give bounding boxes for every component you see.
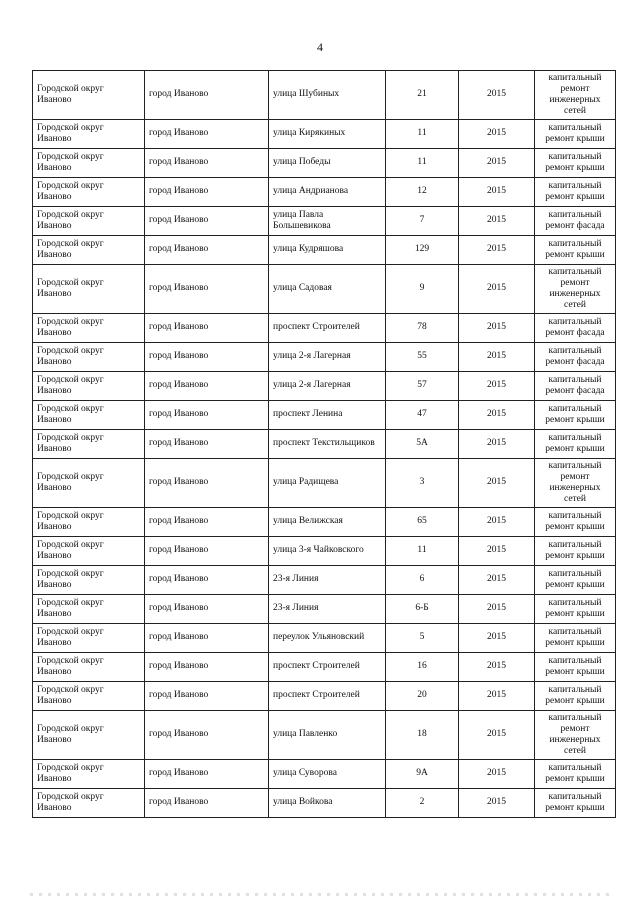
municipality-cell: Городской округ Иваново <box>33 508 145 537</box>
settlement-cell: город Иваново <box>145 236 269 265</box>
table-row <box>33 120 616 149</box>
year-cell: 2015 <box>459 459 535 508</box>
house-number-cell: 16 <box>386 653 459 682</box>
table-row <box>33 653 616 682</box>
work-type-cell: капитальный ремонт крыши <box>535 595 616 624</box>
year-cell: 2015 <box>459 178 535 207</box>
work-type-cell: капитальный ремонт крыши <box>535 430 616 459</box>
settlement-cell: город Иваново <box>145 120 269 149</box>
municipality-cell: Городской округ Иваново <box>33 314 145 343</box>
settlement-cell: город Иваново <box>145 789 269 818</box>
year-cell: 2015 <box>459 624 535 653</box>
work-type-cell: капитальный ремонт инженерных сетей <box>535 459 616 508</box>
settlement-cell: город Иваново <box>145 508 269 537</box>
work-type-cell: капитальный ремонт фасада <box>535 343 616 372</box>
table-row <box>33 178 616 207</box>
year-cell: 2015 <box>459 314 535 343</box>
settlement-cell: город Иваново <box>145 207 269 236</box>
year-cell: 2015 <box>459 682 535 711</box>
table-row <box>33 149 616 178</box>
page-number: 4 <box>317 40 323 54</box>
settlement-cell: город Иваново <box>145 537 269 566</box>
table-row <box>33 566 616 595</box>
work-type-cell: капитальный ремонт фасада <box>535 314 616 343</box>
year-cell: 2015 <box>459 236 535 265</box>
municipality-cell: Городской округ Иваново <box>33 624 145 653</box>
house-number-cell: 5 <box>386 624 459 653</box>
settlement-cell: город Иваново <box>145 343 269 372</box>
house-number-cell: 7 <box>386 207 459 236</box>
year-cell: 2015 <box>459 789 535 818</box>
table-row <box>33 372 616 401</box>
house-number-cell: 21 <box>386 71 459 120</box>
year-cell: 2015 <box>459 265 535 314</box>
settlement-cell: город Иваново <box>145 401 269 430</box>
table-row <box>33 595 616 624</box>
year-cell: 2015 <box>459 653 535 682</box>
work-type-cell: капитальный ремонт крыши <box>535 624 616 653</box>
street-cell: улица Садовая <box>269 265 386 314</box>
municipality-cell: Городской округ Иваново <box>33 120 145 149</box>
table-row <box>33 760 616 789</box>
street-cell: 23-я Линия <box>269 595 386 624</box>
municipality-cell: Городской округ Иваново <box>33 401 145 430</box>
settlement-cell: город Иваново <box>145 430 269 459</box>
house-number-cell: 6 <box>386 566 459 595</box>
table-row <box>33 343 616 372</box>
house-number-cell: 12 <box>386 178 459 207</box>
settlement-cell: город Иваново <box>145 566 269 595</box>
work-type-cell: капитальный ремонт крыши <box>535 120 616 149</box>
table-row <box>33 430 616 459</box>
work-type-cell: капитальный ремонт крыши <box>535 682 616 711</box>
year-cell: 2015 <box>459 372 535 401</box>
house-number-cell: 20 <box>386 682 459 711</box>
work-type-cell: капитальный ремонт крыши <box>535 236 616 265</box>
settlement-cell: город Иваново <box>145 71 269 120</box>
municipality-cell: Городской округ Иваново <box>33 566 145 595</box>
year-cell: 2015 <box>459 537 535 566</box>
street-cell: улица 2-я Лагерная <box>269 372 386 401</box>
table-row <box>33 401 616 430</box>
work-type-cell: капитальный ремонт инженерных сетей <box>535 265 616 314</box>
house-number-cell: 18 <box>386 711 459 760</box>
street-cell: улица Суворова <box>269 760 386 789</box>
work-type-cell: капитальный ремонт крыши <box>535 653 616 682</box>
house-number-cell: 55 <box>386 343 459 372</box>
street-cell: улица Велижская <box>269 508 386 537</box>
street-cell: переулок Ульяновский <box>269 624 386 653</box>
municipality-cell: Городской округ Иваново <box>33 760 145 789</box>
work-type-cell: капитальный ремонт крыши <box>535 760 616 789</box>
table-row <box>33 537 616 566</box>
work-type-cell: капитальный ремонт крыши <box>535 178 616 207</box>
house-number-cell: 3 <box>386 459 459 508</box>
year-cell: 2015 <box>459 508 535 537</box>
year-cell: 2015 <box>459 120 535 149</box>
work-type-cell: капитальный ремонт инженерных сетей <box>535 71 616 120</box>
table-row <box>33 71 616 120</box>
work-type-cell: капитальный ремонт крыши <box>535 149 616 178</box>
work-type-cell: капитальный ремонт крыши <box>535 401 616 430</box>
municipality-cell: Городской округ Иваново <box>33 653 145 682</box>
house-number-cell: 129 <box>386 236 459 265</box>
table-row <box>33 682 616 711</box>
table-row <box>33 314 616 343</box>
table-row <box>33 459 616 508</box>
year-cell: 2015 <box>459 207 535 236</box>
table-row <box>33 624 616 653</box>
scan-noise-line <box>30 893 615 896</box>
settlement-cell: город Иваново <box>145 178 269 207</box>
table-row <box>33 508 616 537</box>
street-cell: улица Павла Большевикова <box>269 207 386 236</box>
street-cell: улица Андрианова <box>269 178 386 207</box>
municipality-cell: Городской округ Иваново <box>33 149 145 178</box>
house-number-cell: 11 <box>386 120 459 149</box>
municipality-cell: Городской округ Иваново <box>33 459 145 508</box>
repair-register-table <box>32 70 616 818</box>
municipality-cell: Городской округ Иваново <box>33 430 145 459</box>
year-cell: 2015 <box>459 343 535 372</box>
street-cell: улица 2-я Лагерная <box>269 343 386 372</box>
year-cell: 2015 <box>459 566 535 595</box>
table-row <box>33 236 616 265</box>
table-row <box>33 207 616 236</box>
settlement-cell: город Иваново <box>145 624 269 653</box>
year-cell: 2015 <box>459 760 535 789</box>
year-cell: 2015 <box>459 711 535 760</box>
house-number-cell: 11 <box>386 149 459 178</box>
street-cell: проспект Ленина <box>269 401 386 430</box>
year-cell: 2015 <box>459 71 535 120</box>
street-cell: улица Радищева <box>269 459 386 508</box>
street-cell: улица Павленко <box>269 711 386 760</box>
work-type-cell: капитальный ремонт крыши <box>535 566 616 595</box>
work-type-cell: капитальный ремонт крыши <box>535 789 616 818</box>
street-cell: проспект Текстильщиков <box>269 430 386 459</box>
settlement-cell: город Иваново <box>145 149 269 178</box>
settlement-cell: город Иваново <box>145 314 269 343</box>
house-number-cell: 47 <box>386 401 459 430</box>
street-cell: улица Шубиных <box>269 71 386 120</box>
house-number-cell: 2 <box>386 789 459 818</box>
municipality-cell: Городской округ Иваново <box>33 207 145 236</box>
settlement-cell: город Иваново <box>145 595 269 624</box>
street-cell: улица Войкова <box>269 789 386 818</box>
municipality-cell: Городской округ Иваново <box>33 178 145 207</box>
settlement-cell: город Иваново <box>145 265 269 314</box>
municipality-cell: Городской округ Иваново <box>33 265 145 314</box>
municipality-cell: Городской округ Иваново <box>33 711 145 760</box>
work-type-cell: капитальный ремонт фасада <box>535 372 616 401</box>
house-number-cell: 57 <box>386 372 459 401</box>
work-type-cell: капитальный ремонт инженерных сетей <box>535 711 616 760</box>
table-row <box>33 265 616 314</box>
street-cell: 23-я Линия <box>269 566 386 595</box>
street-cell: улица Победы <box>269 149 386 178</box>
street-cell: проспект Строителей <box>269 314 386 343</box>
house-number-cell: 6-Б <box>386 595 459 624</box>
table-row <box>33 711 616 760</box>
municipality-cell: Городской округ Иваново <box>33 789 145 818</box>
street-cell: улица Кудряшова <box>269 236 386 265</box>
year-cell: 2015 <box>459 595 535 624</box>
year-cell: 2015 <box>459 149 535 178</box>
settlement-cell: город Иваново <box>145 682 269 711</box>
street-cell: улица Кирякиных <box>269 120 386 149</box>
house-number-cell: 9 <box>386 265 459 314</box>
street-cell: проспект Строителей <box>269 682 386 711</box>
municipality-cell: Городской округ Иваново <box>33 682 145 711</box>
settlement-cell: город Иваново <box>145 372 269 401</box>
year-cell: 2015 <box>459 430 535 459</box>
municipality-cell: Городской округ Иваново <box>33 595 145 624</box>
work-type-cell: капитальный ремонт крыши <box>535 508 616 537</box>
house-number-cell: 5А <box>386 430 459 459</box>
settlement-cell: город Иваново <box>145 760 269 789</box>
settlement-cell: город Иваново <box>145 653 269 682</box>
work-type-cell: капитальный ремонт фасада <box>535 207 616 236</box>
municipality-cell: Городской округ Иваново <box>33 236 145 265</box>
house-number-cell: 9А <box>386 760 459 789</box>
municipality-cell: Городской округ Иваново <box>33 71 145 120</box>
municipality-cell: Городской округ Иваново <box>33 372 145 401</box>
settlement-cell: город Иваново <box>145 711 269 760</box>
work-type-cell: капитальный ремонт крыши <box>535 537 616 566</box>
municipality-cell: Городской округ Иваново <box>33 343 145 372</box>
street-cell: проспект Строителей <box>269 653 386 682</box>
settlement-cell: город Иваново <box>145 459 269 508</box>
street-cell: улица 3-я Чайковского <box>269 537 386 566</box>
house-number-cell: 65 <box>386 508 459 537</box>
municipality-cell: Городской округ Иваново <box>33 537 145 566</box>
register-body <box>33 71 616 818</box>
year-cell: 2015 <box>459 401 535 430</box>
house-number-cell: 11 <box>386 537 459 566</box>
table-row <box>33 789 616 818</box>
house-number-cell: 78 <box>386 314 459 343</box>
